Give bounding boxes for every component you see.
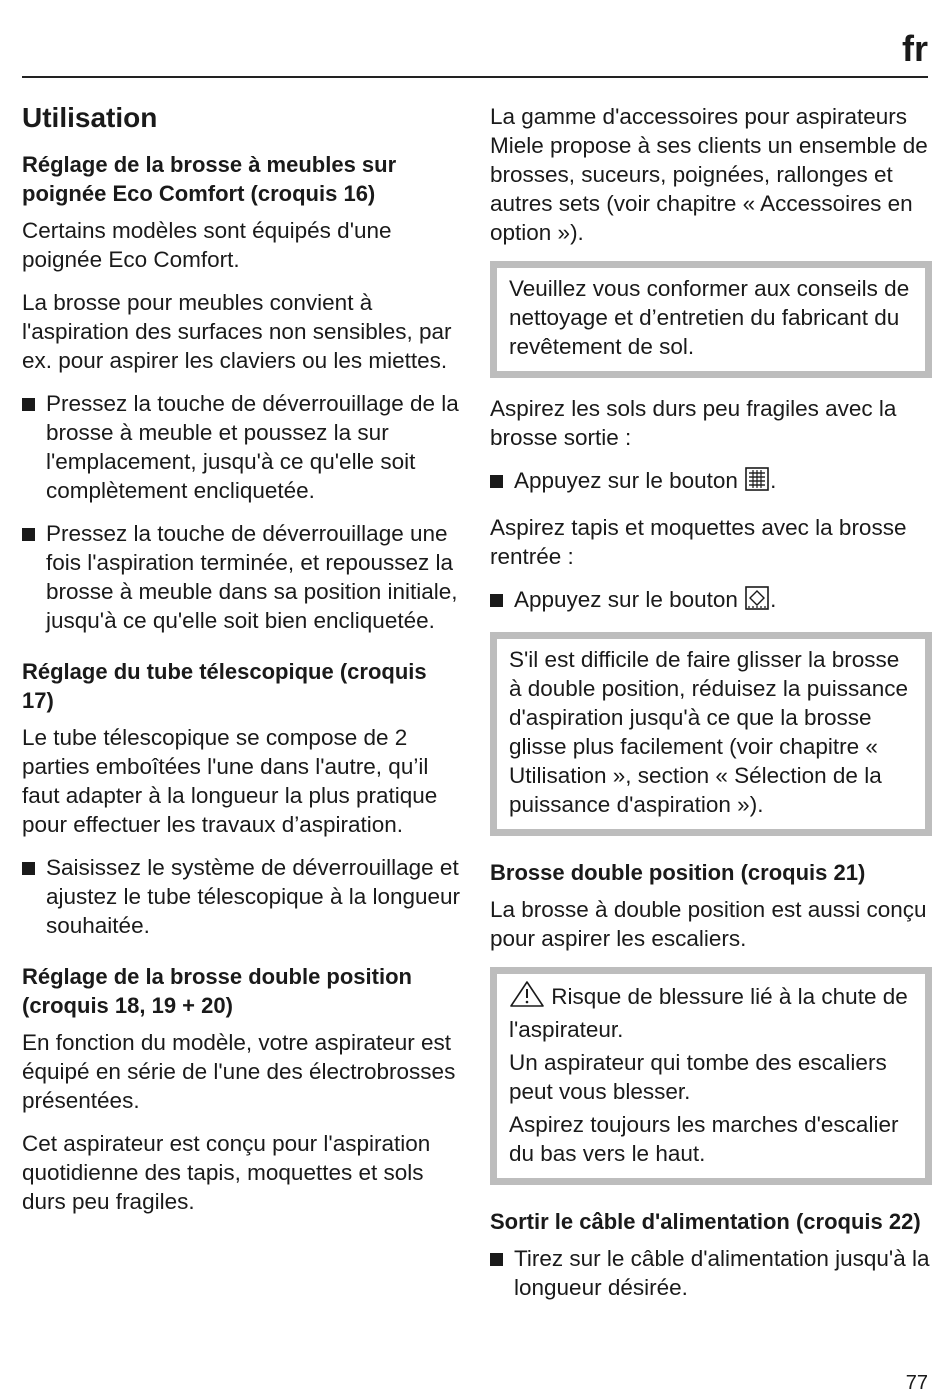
paragraph: La brosse à double position est aussi conçu pour aspirer les escaliers. [490, 897, 927, 951]
heading-double-brush: Réglage de la brosse double position (croquis 18, 19 + 20) [22, 964, 412, 1019]
paragraph: En fonction du modèle, votre aspirateur est équipé en série de l'une des électrobrosses présentées. [22, 1030, 456, 1114]
paragraph: Cet aspirateur est conçu pour l'aspiration quotidienne des tapis, moquettes et sols durs peu fragiles. [22, 1131, 431, 1215]
header-rule [22, 76, 928, 78]
heading-double-brush-stairs: Brosse double position (croquis 21) [490, 860, 866, 885]
list-item: Pressez la touche de déverrouillage de la brosse à meuble et poussez la sur l'emplacement, jusqu'à ce qu'elle soit complètement encliquetée. [22, 389, 464, 505]
paragraph: Le tube télescopique se compose de 2 parties emboîtées l'une dans l'autre, qu’il faut adapter à la longueur la plus pratique pour effectuer les travaux d’aspiration. [22, 725, 438, 838]
list-item: Appuyez sur le bouton . [490, 466, 932, 499]
paragraph: Aspirez tapis et moquettes avec la brosse rentrée : [490, 515, 907, 569]
bullet-square-icon [490, 1244, 514, 1302]
page-number: 77 [905, 1372, 928, 1394]
bullet-square-icon [490, 466, 514, 499]
section-title: Utilisation [22, 102, 158, 133]
list-item: Pressez la touche de déverrouillage une fois l'aspiration terminée, et repoussez la brosse à meuble dans sa position initiale, jusqu'à ce qu'elle soit bien encliquetée. [22, 519, 464, 635]
language-tag: fr [902, 28, 928, 69]
warning-box: Risque de blessure lié à la chute de l'aspirateur. Un aspirateur qui tombe des escaliers peut vous blesser. Aspirez toujours les marches d'escalier du bas vers le haut. [490, 967, 932, 1185]
heading-power-cable: Sortir le câble d'alimentation (croquis 22) [490, 1209, 921, 1234]
left-column [22, 100, 464, 1230]
heading-furniture-brush: Réglage de la brosse à meubles sur poignée Eco Comfort (croquis 16) [22, 152, 397, 207]
warning-triangle-icon [509, 980, 545, 1015]
paragraph: La gamme d'accessoires pour aspirateurs Miele propose à ses clients un ensemble de brosses, suceurs, poignées, rallonges et autres sets (voir chapitre « Accessoires en option »). [490, 104, 928, 245]
paragraph: La brosse pour meubles convient à l'aspiration des surfaces non sensibles, par ex. pour aspirer les claviers ou les miettes. [22, 290, 452, 374]
list-item: Tirez sur le câble d'alimentation jusqu'à la longueur désirée. [490, 1244, 932, 1302]
bullet-square-icon [22, 853, 46, 940]
right-column [490, 100, 932, 1316]
bullet-square-icon [490, 585, 514, 618]
bullet-square-icon [22, 389, 46, 505]
heading-telescopic-tube: Réglage du tube télescopique (croquis 17) [22, 659, 427, 714]
paragraph: Certains modèles sont équipés d'une poignée Eco Comfort. [22, 218, 392, 273]
info-box: Veuillez vous conformer aux conseils de nettoyage et d’entretien du fabricant du revêtement de sol. [490, 261, 932, 378]
bullet-square-icon [22, 519, 46, 635]
list-item: Appuyez sur le bouton . [490, 585, 932, 618]
paragraph: Aspirez les sols durs peu fragiles avec la brosse sortie : [490, 396, 897, 450]
list-item: Saisissez le système de déverrouillage et ajustez le tube télescopique à la longueur souhaitée. [22, 853, 464, 940]
hard-floor-button-icon [744, 466, 770, 499]
info-box: S'il est difficile de faire glisser la brosse à double position, réduisez la puissance d'aspiration jusqu'à ce que la brosse glisse plus facilement (voir chapitre « Utilisation », section « Sélection de la puissance d'aspiration »). [490, 632, 932, 836]
carpet-button-icon [744, 585, 770, 618]
